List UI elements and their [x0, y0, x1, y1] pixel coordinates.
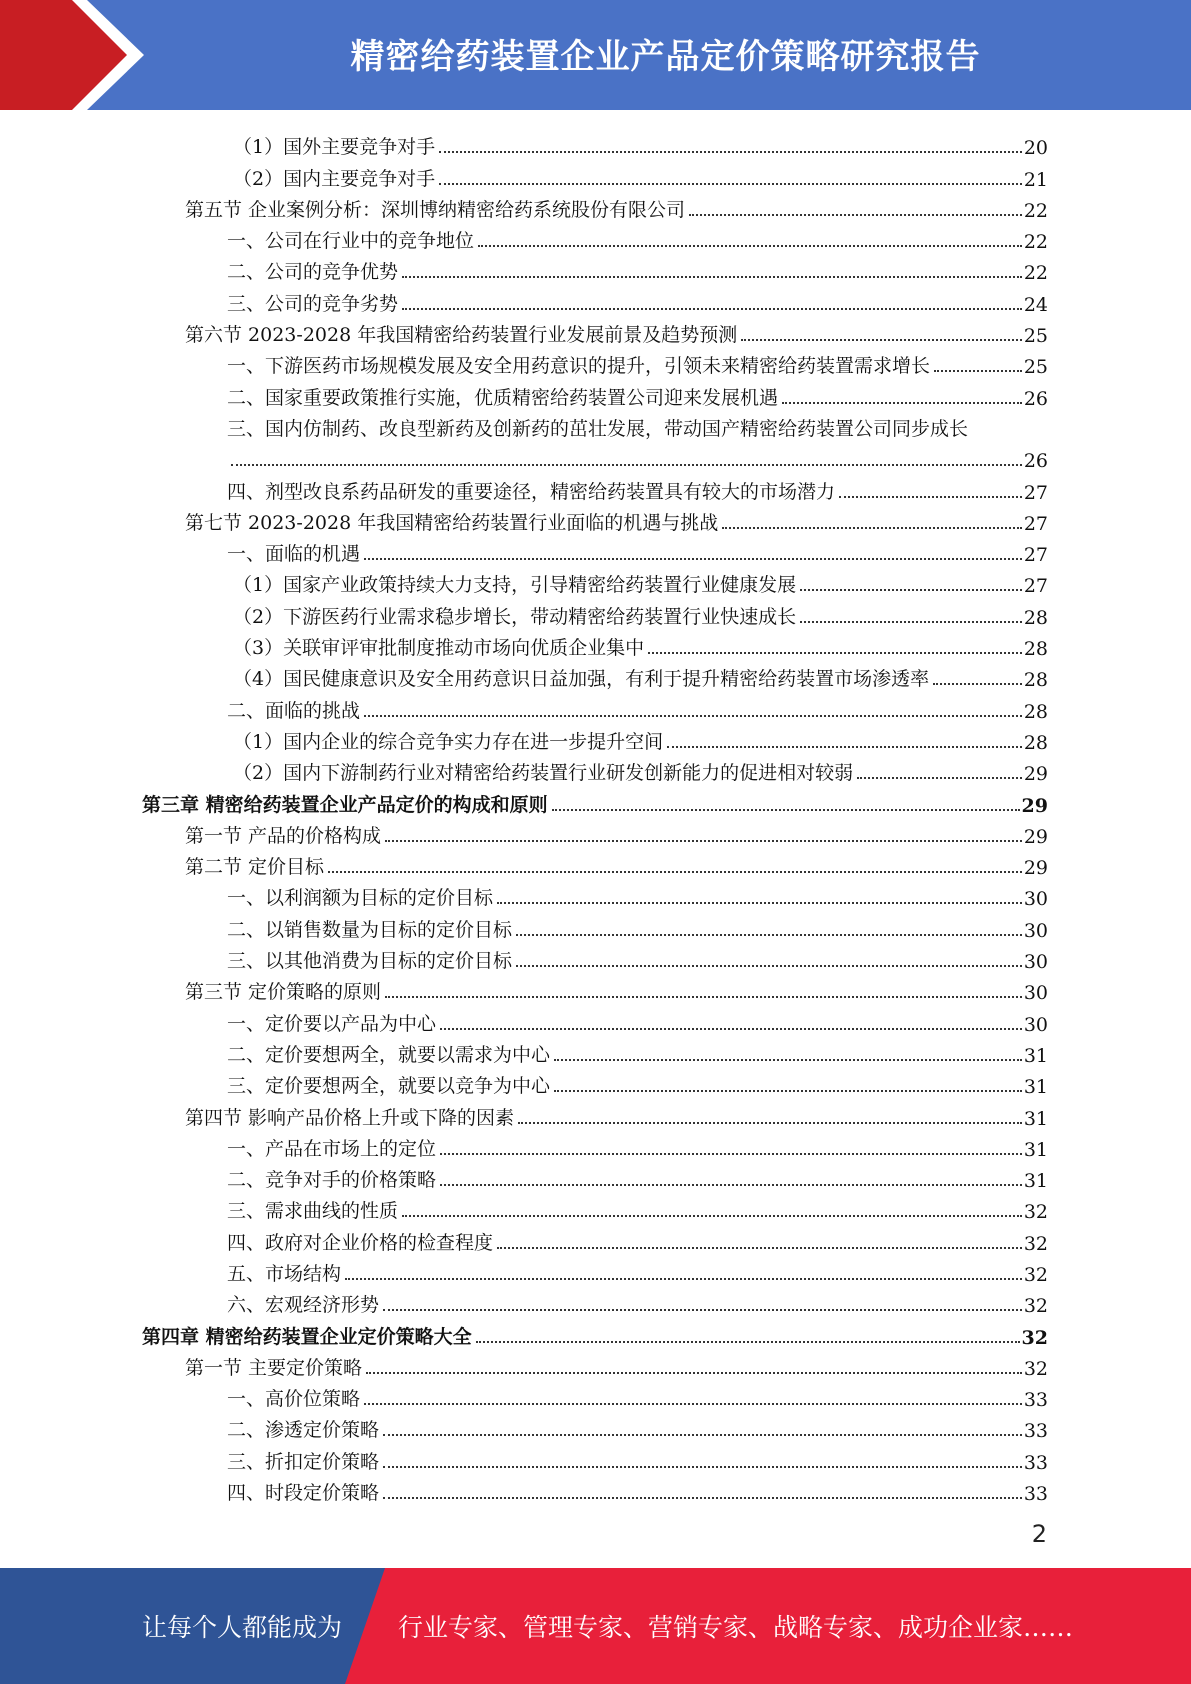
toc-entry-title: （1）国内企业的综合竞争实力存在进一步提升空间	[233, 730, 664, 753]
toc-dot-leader	[383, 1466, 1022, 1468]
toc-entry[interactable]	[142, 879, 1048, 910]
toc-dot-leader	[518, 1122, 1022, 1124]
toc-entry-page: 29	[1023, 857, 1048, 880]
toc-entry-title: 四、时段定价策略	[227, 1482, 380, 1505]
toc-entry-title: 一、产品在市场上的定位	[227, 1137, 437, 1160]
toc-dot-leader	[516, 934, 1022, 936]
toc-entry[interactable]	[142, 410, 1048, 473]
toc-entry[interactable]	[142, 817, 1048, 848]
toc-dot-leader	[345, 1278, 1022, 1280]
footer-slogan-right: 行业专家、管理专家、营销专家、战略专家、成功企业家……	[398, 1613, 1074, 1642]
toc-entry[interactable]	[142, 1130, 1048, 1161]
toc-dot-leader	[383, 1434, 1022, 1436]
toc-entry-title: （2）国内下游制药行业对精密给药装置行业研发创新能力的促进相对较弱	[233, 762, 854, 785]
toc-entry-title: 三、国内仿制药、改良型新药及创新药的茁壮发展，带动国产精密给药装置公司同步成长	[227, 417, 969, 440]
toc-dot-leader	[497, 902, 1022, 904]
toc-entry-page: 22	[1023, 231, 1048, 254]
toc-entry[interactable]	[142, 1223, 1048, 1254]
footer-slogan-left: 让每个人都能成为	[142, 1613, 343, 1642]
toc-entry[interactable]	[142, 1192, 1048, 1223]
toc-entry[interactable]	[142, 128, 1048, 159]
toc-entry-page: 27	[1023, 575, 1048, 598]
toc-entry-title: （4）国民健康意识及安全用药意识日益加强，有利于提升精密给药装置市场渗透率	[233, 668, 930, 691]
toc-entry[interactable]	[142, 1317, 1048, 1348]
toc-entry-page: 30	[1023, 888, 1048, 911]
toc-entry-title: 二、公司的竞争优势	[227, 261, 399, 284]
toc-entry-title: 六、宏观经济形势	[227, 1294, 380, 1317]
toc-entry[interactable]	[142, 566, 1048, 597]
table-of-contents	[142, 128, 1048, 1505]
toc-entry[interactable]	[142, 191, 1048, 222]
toc-entry-title: 三、定价要想两全，就要以竞争为中心	[227, 1075, 551, 1098]
toc-entry[interactable]	[142, 1474, 1048, 1505]
toc-entry-page: 32	[1021, 1326, 1048, 1349]
toc-entry-title: 第一节 产品的价格构成	[185, 824, 382, 847]
toc-dot-leader	[554, 1090, 1022, 1092]
toc-entry[interactable]	[142, 347, 1048, 378]
toc-dot-leader	[231, 464, 1022, 466]
toc-entry-page: 22	[1023, 199, 1048, 222]
toc-entry-page: 26	[1023, 450, 1048, 473]
toc-dot-leader	[554, 1059, 1022, 1061]
toc-entry-page: 21	[1023, 168, 1048, 191]
toc-entry[interactable]	[142, 1098, 1048, 1129]
toc-entry-title: 第六节 2023-2028 年我国精密给药装置行业发展前景及趋势预测	[185, 324, 738, 347]
toc-entry[interactable]	[142, 1380, 1048, 1411]
toc-entry-title: （2）国内主要竞争对手	[233, 167, 436, 190]
toc-entry-title: 二、国家重要政策推行实施，优质精密给药装置公司迎来发展机遇	[227, 386, 779, 409]
toc-entry-page: 29	[1023, 825, 1048, 848]
toc-entry[interactable]	[142, 284, 1048, 315]
toc-dot-leader	[364, 558, 1022, 560]
toc-entry-page: 27	[1023, 544, 1048, 567]
toc-entry-title: （1）国家产业政策持续大力支持，引导精密给药装置行业健康发展	[233, 574, 797, 597]
toc-entry-title: 一、高价位策略	[227, 1388, 361, 1411]
toc-entry[interactable]	[142, 848, 1048, 879]
toc-entry-title: 第三章 精密给药装置企业产品定价的构成和原则	[142, 793, 548, 816]
toc-entry-page: 28	[1023, 700, 1048, 723]
toc-entry-title: 第四章 精密给药装置企业定价策略大全	[142, 1325, 472, 1348]
toc-entry-page: 28	[1023, 606, 1048, 629]
toc-entry-title: 第五节 企业案例分析：深圳博纳精密给药系统股份有限公司	[185, 198, 686, 221]
toc-entry-title: 五、市场结构	[227, 1262, 342, 1285]
toc-entry-page: 31	[1023, 1138, 1048, 1161]
toc-entry[interactable]	[142, 723, 1048, 754]
toc-dot-leader	[385, 996, 1022, 998]
toc-entry-title: （1）国外主要竞争对手	[233, 136, 436, 159]
toc-entry-page: 30	[1023, 919, 1048, 942]
toc-dot-leader	[839, 496, 1022, 498]
toc-entry-title: 三、折扣定价策略	[227, 1450, 380, 1473]
toc-entry-title: 第三节 定价策略的原则	[185, 981, 382, 1004]
toc-dot-leader	[722, 527, 1022, 529]
toc-entry-page: 32	[1023, 1295, 1048, 1318]
toc-entry[interactable]	[142, 1004, 1048, 1035]
toc-dot-leader	[933, 683, 1022, 685]
toc-entry-page: 20	[1023, 137, 1048, 160]
toc-entry-page: 22	[1023, 262, 1048, 285]
toc-entry-page: 33	[1023, 1483, 1048, 1506]
page-number: 2	[1031, 1520, 1047, 1548]
toc-entry-page: 30	[1023, 1013, 1048, 1036]
toc-dot-leader	[328, 871, 1022, 873]
toc-entry-title: 二、以销售数量为目标的定价目标	[227, 918, 513, 941]
toc-entry-page: 30	[1023, 982, 1048, 1005]
toc-dot-leader	[439, 151, 1022, 153]
toc-entry-page: 31	[1023, 1044, 1048, 1067]
toc-entry[interactable]	[142, 378, 1048, 409]
toc-entry[interactable]	[142, 1349, 1048, 1380]
toc-dot-leader	[934, 370, 1022, 372]
toc-entry[interactable]	[142, 316, 1048, 347]
toc-dot-leader	[516, 965, 1022, 967]
toc-dot-leader	[366, 1372, 1022, 1374]
toc-entry-page: 33	[1023, 1451, 1048, 1474]
toc-dot-leader	[689, 214, 1022, 216]
toc-entry[interactable]	[142, 472, 1048, 503]
toc-entry-title: 一、定价要以产品为中心	[227, 1012, 437, 1035]
toc-dot-leader	[402, 276, 1022, 278]
toc-dot-leader	[476, 1341, 1020, 1343]
toc-entry-title: （3）关联审评审批制度推动市场向优质企业集中	[233, 637, 645, 660]
toc-entry[interactable]	[142, 1286, 1048, 1317]
toc-entry-page: 28	[1023, 731, 1048, 754]
toc-entry[interactable]	[142, 942, 1048, 973]
toc-entry-page: 32	[1023, 1263, 1048, 1286]
toc-entry-title: 第一节 主要定价策略	[185, 1356, 363, 1379]
toc-entry-title: 第二节 定价目标	[185, 856, 325, 879]
toc-entry-title: 四、剂型改良系药品研发的重要途径，精密给药装置具有较大的市场潜力	[227, 480, 836, 503]
toc-dot-leader	[402, 1215, 1022, 1217]
toc-dot-leader	[385, 840, 1022, 842]
toc-entry-page: 33	[1023, 1420, 1048, 1443]
toc-entry-title: 三、公司的竞争劣势	[227, 292, 399, 315]
toc-entry-page: 29	[1023, 763, 1048, 786]
toc-entry[interactable]	[142, 754, 1048, 785]
toc-entry[interactable]	[142, 535, 1048, 566]
toc-entry-page: 28	[1023, 669, 1048, 692]
toc-entry-title: 二、渗透定价策略	[227, 1419, 380, 1442]
toc-dot-leader	[782, 402, 1022, 404]
toc-entry[interactable]	[142, 504, 1048, 535]
toc-entry-page: 24	[1023, 293, 1048, 316]
toc-dot-leader	[383, 1309, 1022, 1311]
toc-entry-page: 33	[1023, 1389, 1048, 1412]
toc-dot-leader	[800, 621, 1022, 623]
toc-dot-leader	[440, 1184, 1022, 1186]
toc-entry[interactable]	[142, 1442, 1048, 1473]
toc-dot-leader	[439, 183, 1022, 185]
toc-entry[interactable]	[142, 785, 1048, 816]
toc-entry-title: 一、公司在行业中的竞争地位	[227, 230, 475, 253]
toc-entry-title: 一、以利润额为目标的定价目标	[227, 887, 494, 910]
toc-entry[interactable]	[142, 1036, 1048, 1067]
toc-entry-page: 31	[1023, 1107, 1048, 1130]
toc-entry-title: 一、下游医药市场规模发展及安全用药意识的提升，引领未来精密给药装置需求增长	[227, 355, 931, 378]
toc-entry-page: 27	[1023, 512, 1048, 535]
toc-entry[interactable]	[142, 910, 1048, 941]
toc-entry[interactable]	[142, 1161, 1048, 1192]
toc-dot-leader	[440, 1153, 1022, 1155]
toc-entry-page: 28	[1023, 638, 1048, 661]
toc-dot-leader	[552, 809, 1020, 811]
toc-entry-page: 25	[1023, 325, 1048, 348]
toc-entry-title: 三、以其他消费为目标的定价目标	[227, 950, 513, 973]
toc-dot-leader	[364, 715, 1022, 717]
toc-entry-title: 一、面临的机遇	[227, 543, 361, 566]
toc-dot-leader	[741, 339, 1022, 341]
toc-dot-leader	[667, 746, 1022, 748]
page-header	[0, 0, 1191, 110]
toc-entry-page: 32	[1023, 1201, 1048, 1224]
toc-entry-title: 第四节 影响产品价格上升或下降的因素	[185, 1106, 515, 1129]
toc-entry-title: 三、需求曲线的性质	[227, 1200, 399, 1223]
toc-dot-leader	[383, 1497, 1022, 1499]
toc-entry[interactable]	[142, 1411, 1048, 1442]
toc-entry[interactable]	[142, 1067, 1048, 1098]
toc-entry[interactable]	[142, 629, 1048, 660]
toc-entry[interactable]	[142, 973, 1048, 1004]
report-title: 精密给药装置企业产品定价策略研究报告	[350, 36, 981, 77]
toc-entry[interactable]	[142, 660, 1048, 691]
toc-dot-leader	[402, 308, 1022, 310]
toc-entry[interactable]	[142, 597, 1048, 628]
toc-entry-page: 31	[1023, 1076, 1048, 1099]
toc-entry[interactable]	[142, 222, 1048, 253]
toc-dot-leader	[648, 652, 1022, 654]
toc-entry-title: 四、政府对企业价格的检查程度	[227, 1231, 494, 1254]
toc-entry-title: 二、面临的挑战	[227, 699, 361, 722]
toc-entry-title: 二、定价要想两全，就要以需求为中心	[227, 1043, 551, 1066]
toc-dot-leader	[440, 1028, 1022, 1030]
toc-dot-leader	[800, 589, 1022, 591]
toc-dot-leader	[478, 245, 1022, 247]
page-footer	[0, 1568, 1191, 1684]
toc-entry-title: （2）下游医药行业需求稳步增长，带动精密给药装置行业快速成长	[233, 605, 797, 628]
toc-entry-title: 二、竞争对手的价格策略	[227, 1169, 437, 1192]
toc-entry[interactable]	[142, 253, 1048, 284]
toc-entry[interactable]	[142, 691, 1048, 722]
toc-entry-page: 25	[1023, 356, 1048, 379]
toc-dot-leader	[497, 1247, 1022, 1249]
toc-entry[interactable]	[142, 1255, 1048, 1286]
toc-dot-leader	[364, 1403, 1022, 1405]
red-arrow-icon	[0, 0, 150, 110]
toc-entry-title: 第七节 2023-2028 年我国精密给药装置行业面临的机遇与挑战	[185, 511, 719, 534]
toc-entry[interactable]	[142, 159, 1048, 190]
toc-dot-leader	[857, 777, 1022, 779]
toc-entry-page: 29	[1021, 794, 1048, 817]
toc-entry-page: 31	[1023, 1170, 1048, 1193]
toc-entry-page: 32	[1023, 1232, 1048, 1255]
toc-entry-page: 27	[1023, 481, 1048, 504]
toc-entry-page: 32	[1023, 1357, 1048, 1380]
toc-entry-page: 30	[1023, 951, 1048, 974]
toc-entry-page: 26	[1023, 387, 1048, 410]
